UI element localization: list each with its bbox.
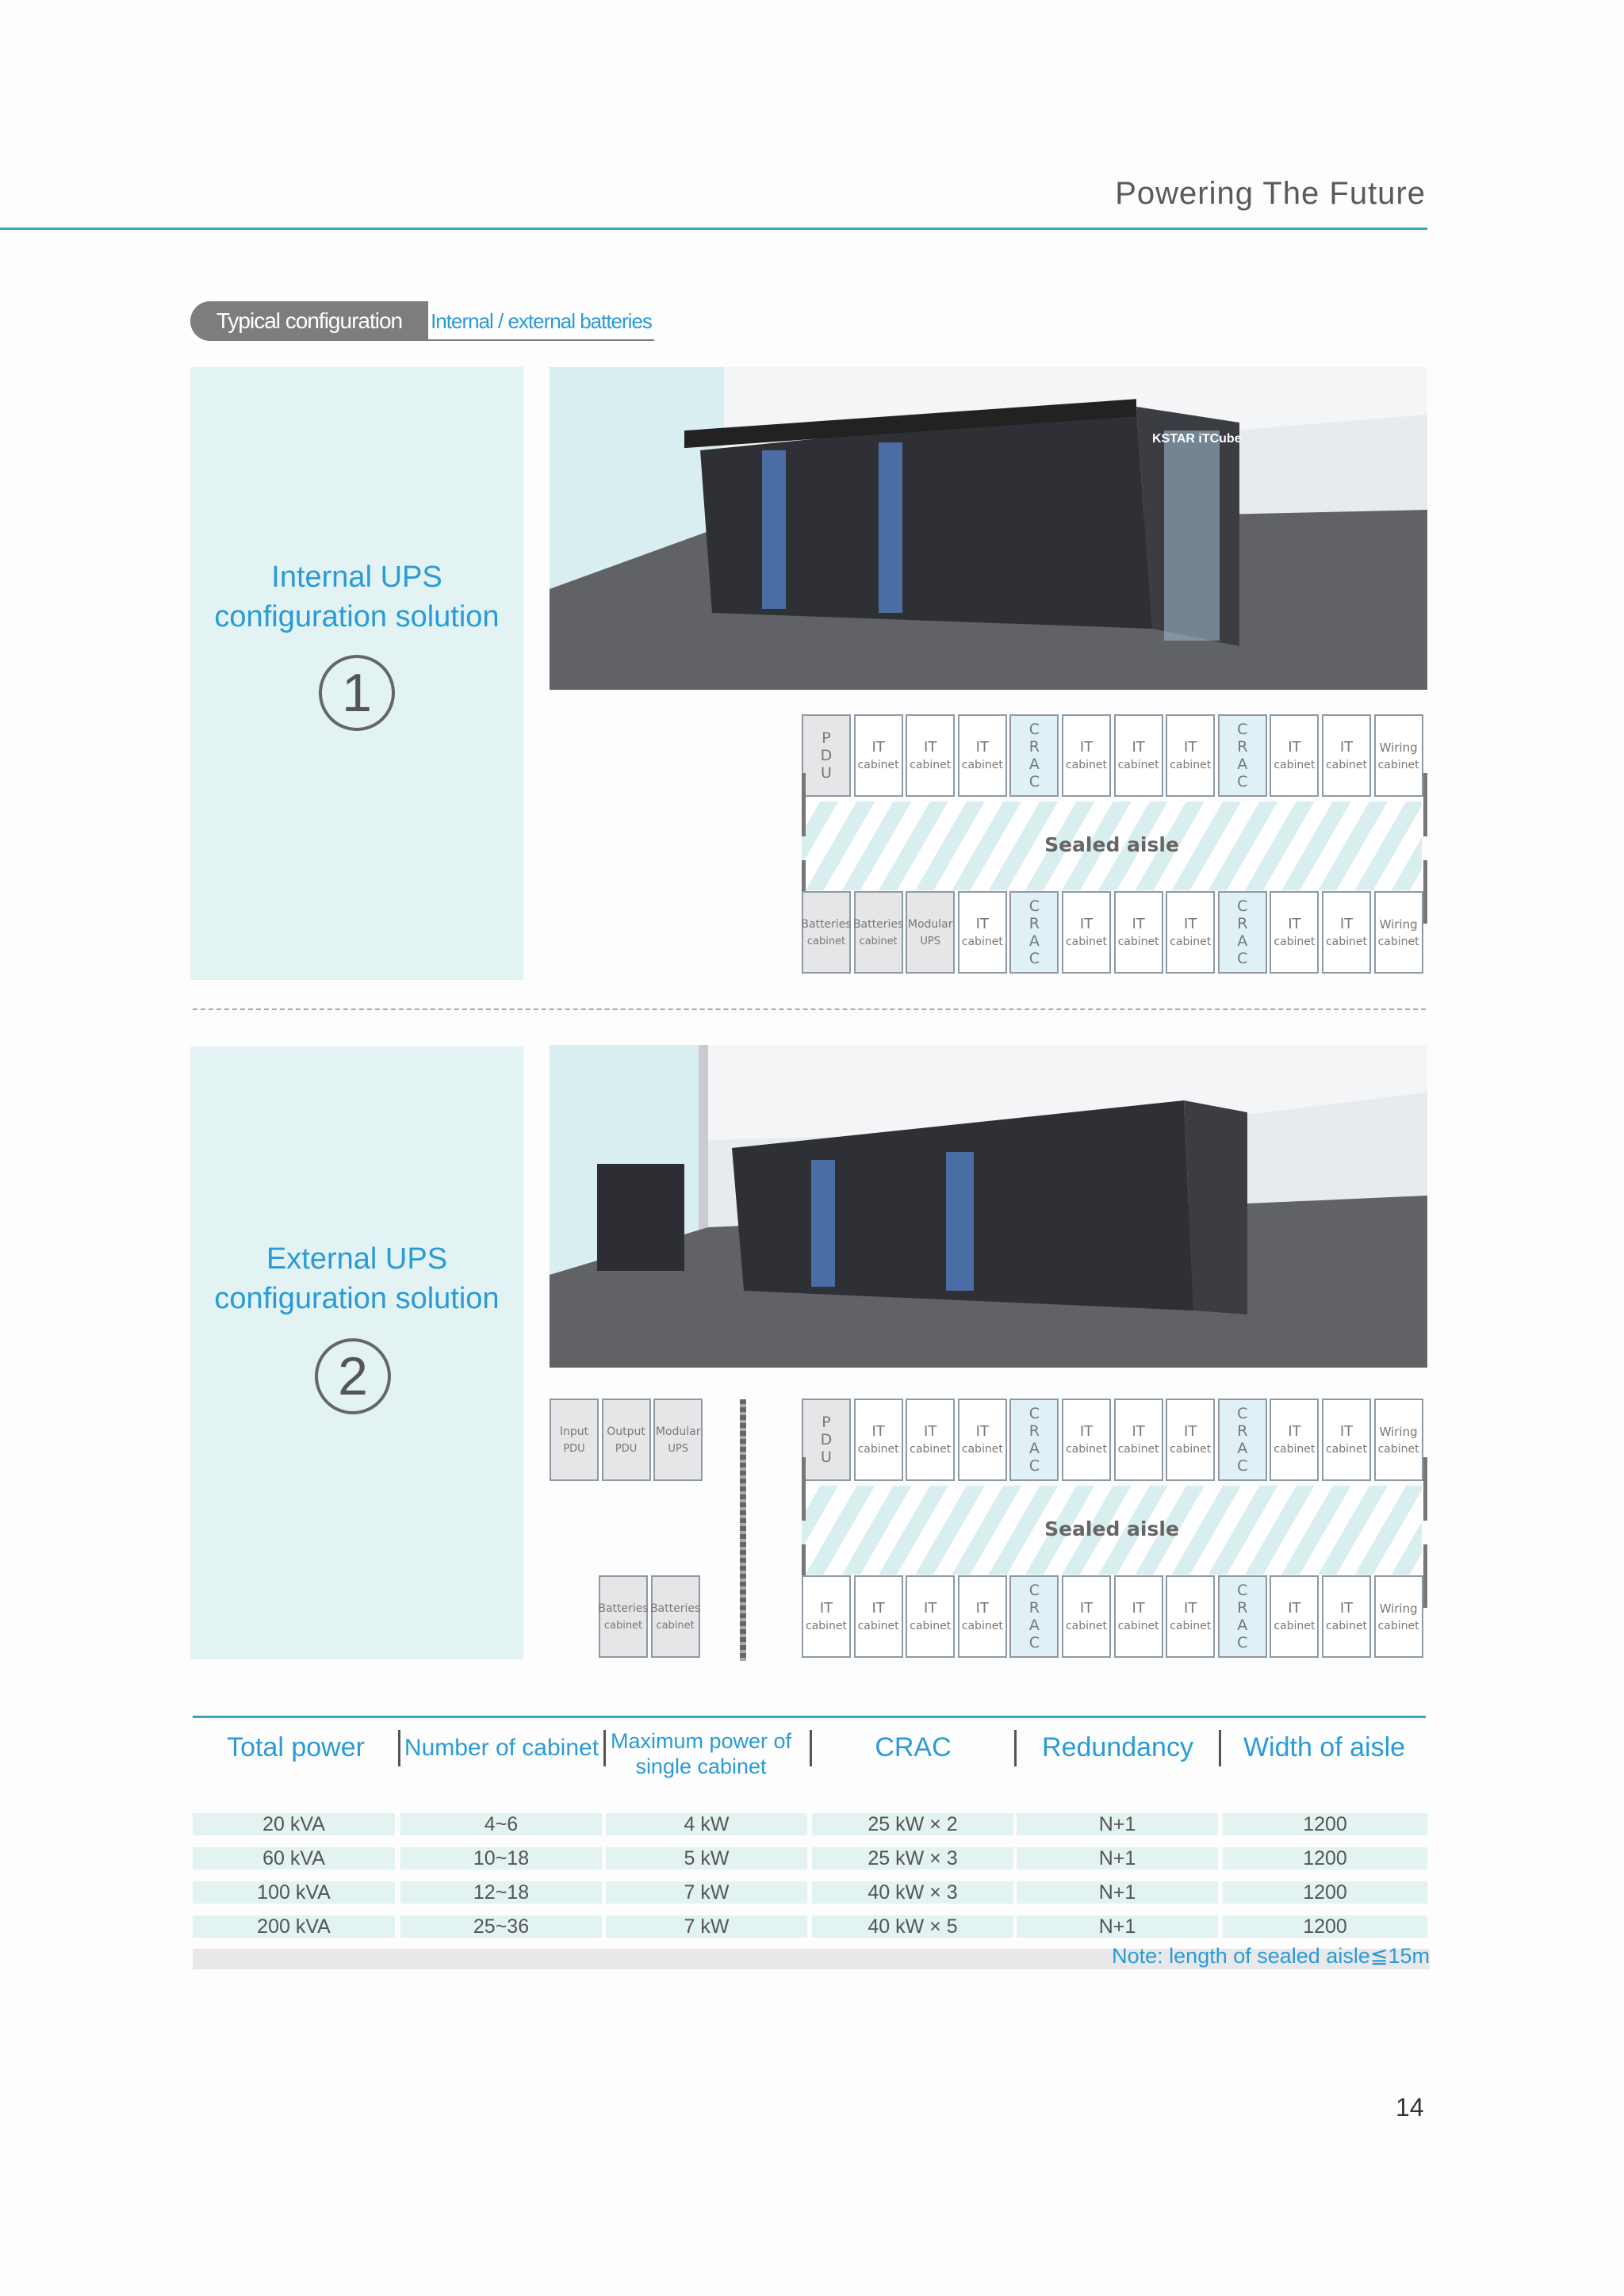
table-cell: 25~36	[400, 1915, 602, 1938]
cell-label-line2: cabinet	[910, 1443, 952, 1456]
cell-label-line1: IT	[1339, 1423, 1354, 1440]
cell-label-line2: cabinet	[1274, 1620, 1316, 1632]
cell-letter: R	[1028, 1422, 1040, 1440]
cell-label-line1: IT	[1079, 739, 1094, 756]
crac-cell	[1009, 714, 1059, 797]
it-cabinet-cell	[1166, 891, 1215, 974]
cell-label-line1: IT	[1184, 1600, 1197, 1617]
cell-label-line1: IT	[1288, 1600, 1301, 1617]
it-cabinet-cell	[1270, 714, 1319, 797]
cell-letter: A	[1028, 932, 1040, 950]
it-cabinet-cell	[1114, 891, 1163, 974]
table-header-max-power-line1: Maximum power of	[610, 1729, 792, 1753]
cell-letter: R	[1237, 1599, 1248, 1617]
cell-letter: C	[1028, 1634, 1040, 1651]
solution1-title-line2: configuration solution	[214, 600, 500, 633]
cell-letter: A	[1028, 1440, 1040, 1457]
batteries-cabinet-cell	[599, 1575, 648, 1658]
cell-letter: C	[1237, 1405, 1248, 1422]
external-ups-cabinets	[597, 1164, 684, 1271]
it-cabinet-cell	[1270, 1575, 1319, 1658]
cell-label-line1: IT	[1288, 916, 1301, 932]
cell-letter: U	[821, 764, 832, 782]
it-cabinet-cell	[906, 714, 955, 797]
wiring-cabinet-cell	[1374, 714, 1423, 797]
cell-label-line2: cabinet	[1170, 1443, 1212, 1456]
cell-letter: C	[1237, 1634, 1248, 1651]
batteries-cabinet-cell	[651, 1575, 700, 1658]
tab-internal-external-batteries[interactable]: Internal / external batteries	[428, 301, 654, 341]
cell-label-line2: cabinet	[1377, 936, 1419, 948]
tab-typical-configuration[interactable]: Typical configuration	[190, 301, 428, 341]
it-cabinet-cell	[802, 1575, 851, 1658]
cell-label-line2: cabinet	[1325, 936, 1368, 948]
table-cell: 12~18	[400, 1881, 602, 1904]
cell-label-line1: Wiring	[1379, 917, 1418, 932]
cell-label-line1: IT	[1132, 1600, 1145, 1617]
cell-label-line2: cabinet	[805, 1620, 848, 1632]
aisle-cap	[1423, 773, 1427, 836]
it-cabinet-cell	[958, 1399, 1007, 1481]
cell-letter: C	[1028, 721, 1040, 738]
it-cabinet-cell	[1114, 714, 1163, 797]
table-note: Note: length of sealed aisle≦15m	[1112, 1944, 1430, 1968]
table-cell: 25 kW × 2	[812, 1813, 1013, 1835]
it-cabinet-cell	[854, 1399, 903, 1481]
solution1-number-badge: 1	[319, 655, 395, 731]
table-cell: 5 kW	[606, 1847, 807, 1869]
it-cabinet-cell	[906, 1399, 955, 1481]
cell-label-line2: cabinet	[859, 936, 898, 947]
it-cabinet-cell	[1270, 1399, 1319, 1481]
output-pdu-cell	[602, 1399, 651, 1481]
table-header-total-power: Total power	[227, 1732, 365, 1762]
it-cabinet-cell	[1062, 891, 1111, 974]
cell-letter: R	[1237, 1422, 1248, 1440]
cell-letter: R	[1028, 915, 1040, 932]
cell-label-line1: IT	[819, 1600, 833, 1617]
cell-label-line1: IT	[1079, 1600, 1094, 1617]
crac-unit-2	[879, 442, 902, 613]
cell-letter: C	[1028, 897, 1040, 915]
cell-label-line2: cabinet	[1377, 1620, 1419, 1632]
cell-label-line2: cabinet	[857, 759, 899, 771]
cell-label-line2: cabinet	[910, 1620, 952, 1632]
cell-label-line2: cabinet	[806, 936, 846, 947]
it-cabinet-cell	[1270, 891, 1319, 974]
cell-label-line1: IT	[924, 739, 937, 756]
it-cabinet-cell	[1322, 1399, 1371, 1481]
cell-label-line1: Batteries	[598, 1602, 649, 1615]
cell-letter: C	[1237, 950, 1248, 967]
cell-letter: A	[1237, 1440, 1248, 1457]
table-cell: N+1	[1017, 1915, 1218, 1938]
it-cabinet-cell	[1166, 1399, 1215, 1481]
wiring-cabinet-cell	[1374, 891, 1423, 974]
cell-label-line1: IT	[1184, 916, 1197, 932]
table-cell: 40 kW × 5	[812, 1915, 1013, 1938]
table-cell: 20 kVA	[193, 1813, 395, 1835]
it-cabinet-cell	[1062, 1575, 1111, 1658]
cell-letter: A	[1237, 932, 1248, 950]
table-cell: 25 kW × 3	[812, 1847, 1013, 1869]
crac-cell	[1218, 1575, 1267, 1658]
cell-label-line2: cabinet	[961, 1443, 1003, 1456]
cell-letter: R	[1237, 915, 1248, 932]
cell-label-line2: cabinet	[1117, 936, 1159, 948]
cell-label-line2: cabinet	[1377, 759, 1419, 771]
cell-letter: P	[822, 729, 831, 747]
aisle-cap	[802, 773, 806, 836]
table-header-number-of-cabinet: Number of cabinet	[404, 1735, 599, 1761]
table-header-width-of-aisle: Width of aisle	[1243, 1732, 1406, 1762]
cell-label-line1: Batteries	[649, 1602, 701, 1615]
section-divider	[193, 1008, 1426, 1010]
it-cabinet-cell	[958, 714, 1007, 797]
it-cabinet-cell	[1322, 1575, 1371, 1658]
table-cell: 60 kVA	[193, 1847, 395, 1869]
modular-ups-cell	[906, 891, 955, 974]
pdu-cell	[802, 1399, 851, 1481]
cell-label-line2: cabinet	[961, 936, 1003, 948]
crac-cell	[1009, 891, 1059, 974]
table-cell: 1200	[1223, 1915, 1427, 1938]
table-header-max-power-line2: single cabinet	[635, 1755, 767, 1778]
aisle-cap	[1423, 860, 1427, 924]
cell-label-line2: cabinet	[1325, 759, 1368, 771]
table-cell: N+1	[1017, 1813, 1218, 1835]
table-cell: N+1	[1017, 1847, 1218, 1869]
cell-letter: C	[1028, 1457, 1040, 1475]
cell-label-line2: cabinet	[656, 1620, 695, 1632]
cell-label-line1: IT	[1288, 739, 1301, 756]
cell-label-line2: cabinet	[857, 1620, 899, 1632]
cell-label-line1: IT	[975, 1600, 989, 1617]
cell-label-line2: cabinet	[1325, 1620, 1368, 1632]
solution2-aisle-label: Sealed aisle	[1044, 1517, 1179, 1540]
crac-cell	[1218, 714, 1267, 797]
crac-cell	[1009, 1575, 1059, 1658]
cell-label-line2: cabinet	[1117, 1443, 1159, 1456]
modular-ups-cell	[653, 1399, 703, 1481]
crac-cell	[1009, 1399, 1059, 1481]
cell-label-line1: Input	[559, 1425, 589, 1438]
cell-label-line2: cabinet	[1170, 759, 1212, 771]
table-cell: 100 kVA	[193, 1881, 395, 1904]
input-pdu-cell	[550, 1399, 599, 1481]
table-cell: 200 kVA	[193, 1915, 395, 1938]
cell-label-line1: IT	[1079, 1423, 1094, 1440]
wiring-cabinet-cell	[1374, 1575, 1423, 1658]
table-cell: 40 kW × 3	[812, 1881, 1013, 1904]
solution1-title-line1: Internal UPS	[271, 561, 442, 594]
cell-label-line1: Wiring	[1379, 1601, 1418, 1616]
cell-letter: R	[1028, 1599, 1040, 1617]
cell-label-line2: cabinet	[1170, 1620, 1212, 1632]
cell-label-line1: Wiring	[1379, 1425, 1418, 1439]
cell-label-line1: IT	[871, 1423, 885, 1440]
cell-label-line1: IT	[975, 916, 989, 932]
header-rule	[0, 228, 1427, 230]
cell-label-line1: IT	[1288, 1423, 1301, 1440]
wiring-cabinet-cell	[1374, 1399, 1423, 1481]
cell-label-line1: IT	[924, 1423, 937, 1440]
cell-label-line1: IT	[1132, 739, 1145, 756]
solution2-number-badge: 2	[315, 1338, 391, 1414]
table-cell: 7 kW	[606, 1915, 807, 1938]
solution2-photo	[550, 1045, 1427, 1368]
cell-label-line2: UPS	[920, 936, 940, 947]
crac-cell	[1218, 1399, 1267, 1481]
crac-unit-1	[811, 1160, 835, 1287]
cell-letter: C	[1028, 773, 1040, 790]
table-cell: 4 kW	[606, 1813, 807, 1835]
solution1-aisle-label: Sealed aisle	[1044, 833, 1179, 856]
cell-letter: P	[822, 1414, 831, 1431]
solution2-sealed-aisle	[802, 1486, 1422, 1575]
it-cabinet-cell	[1114, 1575, 1163, 1658]
cell-letter: A	[1237, 1617, 1248, 1634]
photo-brand-text: KSTAR iTCube	[1152, 432, 1242, 446]
table-cell: N+1	[1017, 1881, 1218, 1904]
batteries-cabinet-cell	[802, 891, 851, 974]
aisle-cap	[1423, 1457, 1427, 1521]
cell-letter: U	[821, 1448, 832, 1466]
cell-label-line1: IT	[924, 1600, 937, 1617]
cell-label-line2: cabinet	[1117, 1620, 1159, 1632]
cell-letter: C	[1028, 1405, 1040, 1422]
table-top-rule	[193, 1716, 1426, 1718]
it-cabinet-cell	[1322, 714, 1371, 797]
aisle-cap	[802, 1457, 806, 1521]
cell-letter: A	[1028, 756, 1040, 773]
page-number: 14	[1396, 2093, 1424, 2122]
solution2-title-line1: External UPS	[266, 1242, 448, 1276]
cell-label-line1: IT	[1184, 1423, 1197, 1440]
cell-label-line2: UPS	[668, 1443, 688, 1455]
cell-label-line2: cabinet	[857, 1443, 899, 1456]
cell-label-line1: Output	[607, 1425, 645, 1438]
cell-label-line2: cabinet	[1377, 1443, 1419, 1456]
table-header-crac: CRAC	[875, 1732, 952, 1762]
cell-label-line1: IT	[1339, 739, 1354, 756]
cell-label-line1: Wiring	[1379, 740, 1418, 755]
cell-letter: A	[1237, 756, 1248, 773]
cell-letter: C	[1028, 1582, 1040, 1599]
crac-unit-2	[946, 1152, 974, 1291]
cell-label-line1: IT	[1339, 1600, 1354, 1617]
cell-label-line1: Batteries	[801, 918, 852, 931]
cell-label-line2: cabinet	[1065, 759, 1108, 771]
table-cell: 1200	[1223, 1881, 1427, 1904]
table-cell: 1200	[1223, 1847, 1427, 1869]
cell-label-line2: cabinet	[961, 759, 1003, 771]
cell-letter: R	[1028, 738, 1040, 756]
cell-label-line2: cabinet	[1170, 936, 1212, 948]
cell-letter: C	[1237, 1457, 1248, 1475]
cell-label-line2: cabinet	[1325, 1443, 1368, 1456]
it-cabinet-cell	[854, 714, 903, 797]
it-cabinet-cell	[906, 1575, 955, 1658]
cell-label-line2: cabinet	[1274, 759, 1316, 771]
it-cabinet-cell	[854, 1575, 903, 1658]
pdu-cell	[802, 714, 851, 797]
cell-label-line2: cabinet	[961, 1620, 1003, 1632]
it-cabinet-cell	[1062, 714, 1111, 797]
cell-letter: D	[820, 747, 833, 764]
cell-label-line2: cabinet	[1065, 1443, 1108, 1456]
cell-label-line2: cabinet	[1065, 936, 1108, 948]
cell-label-line2: cabinet	[1274, 936, 1316, 948]
cell-label-line1: IT	[1339, 916, 1354, 932]
cell-label-line1: IT	[1184, 739, 1197, 756]
crac-unit-1	[762, 450, 786, 609]
solution1-sealed-aisle	[802, 802, 1422, 890]
solution1-photo	[550, 367, 1427, 690]
wall-divider	[740, 1399, 746, 1661]
cell-label-line1: IT	[871, 1600, 885, 1617]
cell-letter: D	[820, 1431, 833, 1448]
crac-cell	[1218, 891, 1267, 974]
cell-letter: C	[1237, 721, 1248, 738]
cell-label-line1: IT	[975, 739, 989, 756]
cell-label-line1: IT	[1132, 916, 1145, 932]
table-header-redundancy: Redundancy	[1042, 1732, 1193, 1762]
it-cabinet-cell	[1062, 1399, 1111, 1481]
it-cabinet-cell	[1166, 1575, 1215, 1658]
it-cabinet-cell	[958, 1575, 1007, 1658]
cell-label-line2: cabinet	[1117, 759, 1159, 771]
solution2-title-line2: configuration solution	[214, 1282, 500, 1315]
table-cell: 4~6	[400, 1813, 602, 1835]
table-cell: 7 kW	[606, 1881, 807, 1904]
table-cell: 1200	[1223, 1813, 1427, 1835]
cell-label-line1: IT	[1079, 916, 1094, 932]
cell-label-line2: cabinet	[1274, 1443, 1316, 1456]
cell-label-line2: PDU	[563, 1443, 585, 1455]
cell-label-line2: PDU	[615, 1443, 638, 1455]
batteries-cabinet-cell	[854, 891, 903, 974]
cell-letter: R	[1237, 738, 1248, 756]
cell-label-line1: IT	[975, 1423, 989, 1440]
cell-label-line2: cabinet	[603, 1620, 643, 1632]
cell-label-line1: Modular	[655, 1425, 701, 1438]
cell-label-line1: IT	[871, 739, 885, 756]
cell-label-line1: Batteries	[852, 918, 904, 931]
cell-label-line1: Modular	[907, 918, 953, 931]
cell-label-line2: cabinet	[1065, 1620, 1108, 1632]
cell-label-line2: cabinet	[910, 759, 952, 771]
it-cabinet-cell	[1322, 891, 1371, 974]
cell-letter: C	[1237, 773, 1248, 790]
cell-letter: C	[1237, 1582, 1248, 1599]
aisle-cap	[1423, 1544, 1427, 1608]
cell-label-line1: IT	[1132, 1423, 1145, 1440]
cell-letter: A	[1028, 1617, 1040, 1634]
it-cabinet-cell	[1114, 1399, 1163, 1481]
header-title: Powering The Future	[1115, 176, 1426, 211]
cell-letter: C	[1237, 897, 1248, 915]
cell-letter: C	[1028, 950, 1040, 967]
table-cell: 10~18	[400, 1847, 602, 1869]
it-cabinet-cell	[958, 891, 1007, 974]
it-cabinet-cell	[1166, 714, 1215, 797]
